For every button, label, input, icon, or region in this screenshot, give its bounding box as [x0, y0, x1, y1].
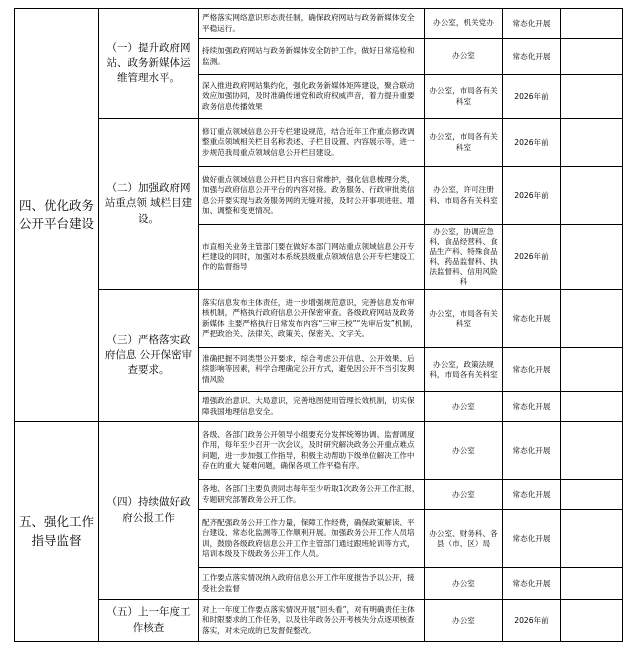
task-dept: 办公室，市局各有关科室	[425, 119, 503, 167]
empty-cell	[561, 290, 623, 348]
task-time: 常态化开展	[503, 392, 561, 422]
task-text: 配齐配强政务公开工作力量，保障工作经费，确保政策解读、平台建设、常态化监测等工作顺利开展。加强政务公开工作人员培训，鼓励各级政府信息公开工作主管部门通过跟班轮训等方式，培训本级及下级政务公开工作人员。	[199, 510, 425, 568]
task-text: 做好重点领域信息公开栏目内容日常维护，强化信息梳理分类，加强与政府信息公开平台的内容对接。政务服务、行政审批类信息公开要实现与政务服务网的无缝对接，及时公开事项进驻、增加、调整和变更情况。	[199, 167, 425, 225]
task-time: 常态化开展	[503, 9, 561, 39]
category-title: 四、优化政务公开平台建设	[15, 9, 99, 422]
table-row	[15, 600, 623, 642]
task-time: 常态化开展	[503, 422, 561, 480]
empty-cell	[561, 422, 623, 480]
task-time: 2026年前	[503, 119, 561, 167]
task-dept: 办公室，协调应急科、食品经营科、食品生产科、特殊食品科、药品监督科、执法监督科、信用风险科	[425, 225, 503, 290]
empty-cell	[561, 392, 623, 422]
task-text: 各级、各部门政务公开领导小组要充分发挥统筹协调、监督调度 作用，每年至少召开一次会议，及时研究解决政务公开重点难点问题，进一步加强工作指导，积极主动帮助下级单位解决工作中存在的重大 疑难问题，确保各项工作平稳有序。	[199, 422, 425, 480]
task-time: 2026年前	[503, 225, 561, 290]
task-dept: 办公室，许可注册科、市局各有关科室	[425, 167, 503, 225]
task-time: 常态化开展	[503, 39, 561, 75]
empty-cell	[561, 568, 623, 600]
task-dept: 办公室，政策法规科，市局各有关科室	[425, 348, 503, 392]
subsection-title: （三）严格落实政府信息 公开保密审查要求。	[99, 290, 199, 422]
category-title: 五、强化工作指导监督	[15, 422, 99, 642]
task-dept: 办公室	[425, 39, 503, 75]
task-dept: 办公室	[425, 600, 503, 642]
task-text: 准确把握不同类型公开要求，综合考虑公开信息、公开效果、后续影响等因素，科学合理确定公开方式，避免因公开不当引发舆情风险	[199, 348, 425, 392]
task-time: 常态化开展	[503, 290, 561, 348]
task-dept: 办公室，机关党办	[425, 9, 503, 39]
task-dept: 办公室、财务科、各县（市、区）局	[425, 510, 503, 568]
empty-cell	[561, 225, 623, 290]
subsection-title: （一）提升政府网站、政务新媒体运维管理水平。	[99, 9, 199, 119]
task-text: 深入推进政府网站集约化，强化政务新媒体矩阵建设，聚合联动 效应加强协同，及时准确传递党和政府权威声音，着力提升重要政务信息传播效果	[199, 75, 425, 119]
table-row	[15, 290, 623, 348]
subsection-title: （四）持续做好政府公报工作	[99, 422, 199, 600]
empty-cell	[561, 600, 623, 642]
empty-cell	[561, 167, 623, 225]
table-row	[15, 422, 623, 480]
task-dept: 办公室	[425, 422, 503, 480]
task-text: 对上一年度工作要点落实情况开展“回头看”，对有明确责任主体和时限要求的工作任务，以及往年政务公开考核失分点逐项核查落实，对未完成的已发督促整改。	[199, 600, 425, 642]
task-table	[14, 8, 623, 642]
task-dept: 办公室	[425, 480, 503, 510]
subsection-title: （二）加强政府网站重点领 域栏目建设。	[99, 119, 199, 290]
task-text: 市直相关业务主管部门要在做好本部门网站重点领域信息公开专栏建设的同时，加强对本系统县级重点领域信息公开专栏建设工作的监督指导	[199, 225, 425, 290]
task-dept: 办公室	[425, 392, 503, 422]
task-text: 工作要点落实情况纳入政府信息公开工作年度报告予以公开，接受社会监督	[199, 568, 425, 600]
empty-cell	[561, 119, 623, 167]
empty-cell	[561, 9, 623, 39]
table-row	[15, 9, 623, 39]
task-text: 持续加强政府网站与政务新媒体安全防护工作，做好日常巡检和监测。	[199, 39, 425, 75]
task-dept: 办公室，市局各有关科室	[425, 75, 503, 119]
task-dept: 办公室	[425, 568, 503, 600]
task-text: 落实信息发布主体责任，进一步增强规范意识，完善信息发布审 核机制，严格执行政府信息公开保密审查。各级政府网站及政务新媒体 主要严格执行日常发布内容“三审三校”“先审后发”机制，严把政治关、法律关、政策关、保密关、文字关。	[199, 290, 425, 348]
subsection-title: （五）上一年度工作核查	[99, 600, 199, 642]
task-text: 严格落实网络意识形态责任制，确保政府网站与政务新媒体安全平稳运行。	[199, 9, 425, 39]
empty-cell	[561, 75, 623, 119]
empty-cell	[561, 480, 623, 510]
empty-cell	[561, 348, 623, 392]
empty-cell	[561, 39, 623, 75]
task-time: 2026年前	[503, 167, 561, 225]
task-dept: 办公室，市局各有关科室	[425, 290, 503, 348]
task-time: 2026年前	[503, 75, 561, 119]
task-time: 常态化开展	[503, 480, 561, 510]
task-time: 常态化开展	[503, 510, 561, 568]
empty-cell	[561, 510, 623, 568]
task-time: 常态化开展	[503, 568, 561, 600]
task-text: 修订重点领域信息公开专栏建设规范，结合近年工作重点修改调 整重点领域相关栏目名称表述、子栏目设置、内容展示等，进一步规范我局重点领域信息公开栏目建设。	[199, 119, 425, 167]
task-time: 常态化开展	[503, 348, 561, 392]
task-text: 增强政治意识、大局意识，完善地图使用管理长效机制，切实保障我国地理信息安全。	[199, 392, 425, 422]
task-time: 2026年前	[503, 600, 561, 642]
task-text: 各地、各部门主要负责同志每年至少听取1次政务公开工作汇报，专题研究部署政务公开工作。	[199, 480, 425, 510]
table-row	[15, 119, 623, 167]
